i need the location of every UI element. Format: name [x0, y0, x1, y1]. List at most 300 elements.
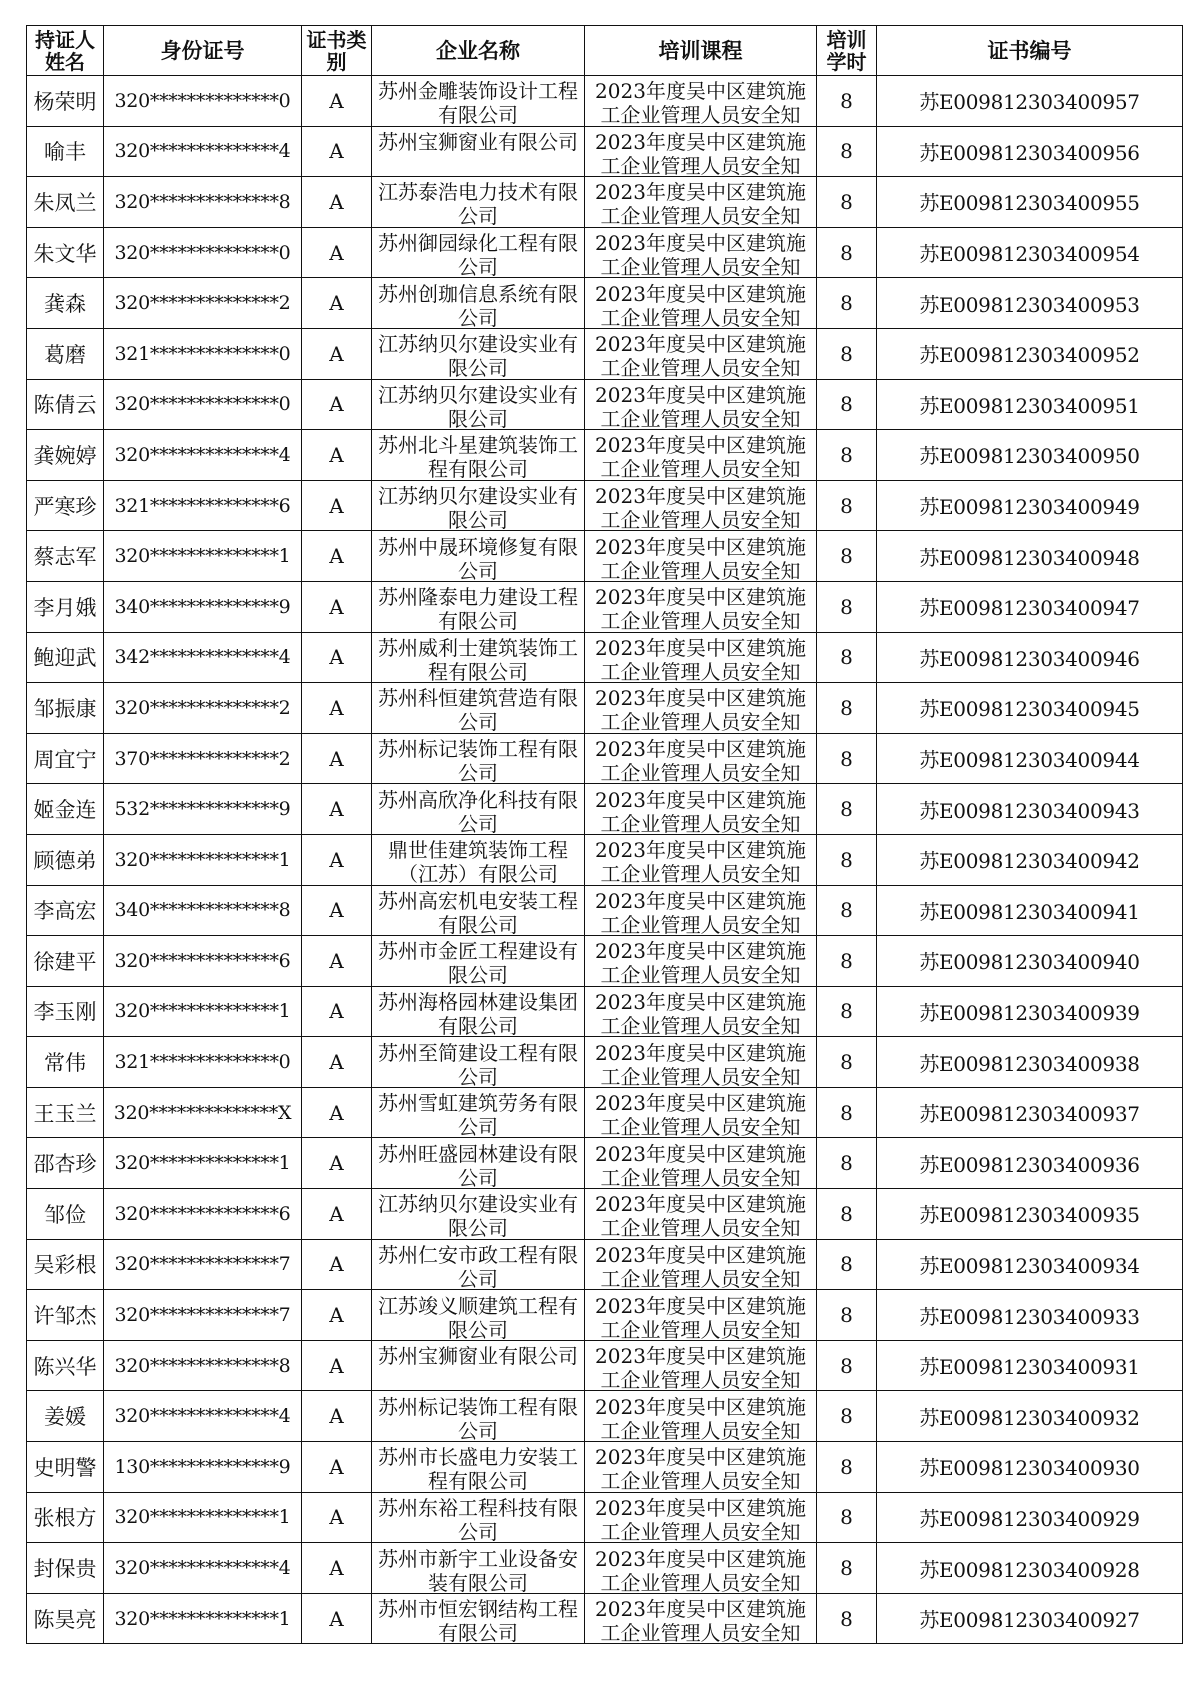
cert-type-cell: A — [302, 278, 372, 329]
company-text: 苏州至简建设工程有限公司 — [378, 1040, 578, 1086]
company-text: 苏州雪虹建筑劳务有限公司 — [378, 1091, 578, 1137]
course-cell — [585, 1239, 817, 1290]
id-number-cell: 370**************2 — [104, 733, 302, 784]
company-cell — [372, 936, 585, 987]
cert-no-cell: 苏E009812303400955 — [877, 177, 1183, 228]
course-text: 2023年度吴中区建筑施工企业管理人员安全知 — [595, 585, 806, 631]
cert-type-cell: A — [302, 1340, 372, 1391]
cert-no-cell: 苏E009812303400934 — [877, 1239, 1183, 1290]
id-number-cell: 320**************4 — [104, 126, 302, 177]
table-row — [27, 1138, 1183, 1189]
course-cell — [585, 177, 817, 228]
cert-type-cell: A — [302, 531, 372, 582]
holder-name-cell: 蔡志军 — [27, 531, 104, 582]
hours-cell: 8 — [817, 177, 877, 228]
company-cell — [372, 1189, 585, 1240]
course-cell — [585, 227, 817, 278]
cert-no-cell: 苏E009812303400928 — [877, 1543, 1183, 1594]
table-row — [27, 1442, 1183, 1493]
table-row — [27, 430, 1183, 481]
cert-type-cell: A — [302, 581, 372, 632]
table-row — [27, 126, 1183, 177]
id-number-cell: 320**************6 — [104, 936, 302, 987]
company-cell — [372, 227, 585, 278]
company-text: 苏州市新宇工业设备安装有限公司 — [378, 1546, 578, 1592]
course-cell — [585, 683, 817, 734]
id-number-cell: 320**************8 — [104, 1340, 302, 1391]
company-cell — [372, 1492, 585, 1543]
company-text: 江苏纳贝尔建设实业有限公司 — [378, 332, 578, 378]
company-cell — [372, 1442, 585, 1493]
company-text: 苏州海格园林建设集团有限公司 — [378, 989, 578, 1035]
table-row — [27, 1593, 1183, 1644]
table-row — [27, 227, 1183, 278]
course-cell — [585, 126, 817, 177]
course-cell — [585, 1087, 817, 1138]
hours-cell: 8 — [817, 1290, 877, 1341]
table-row — [27, 480, 1183, 531]
company-text: 江苏纳贝尔建设实业有限公司 — [378, 1192, 578, 1238]
course-cell — [585, 480, 817, 531]
hours-cell: 8 — [817, 581, 877, 632]
company-text: 鼎世佳建筑装饰工程（江苏）有限公司 — [388, 838, 568, 884]
id-number-cell: 320**************7 — [104, 1290, 302, 1341]
course-text: 2023年度吴中区建筑施工企业管理人员安全知 — [595, 1141, 806, 1187]
course-cell — [585, 936, 817, 987]
course-cell — [585, 1340, 817, 1391]
course-cell — [585, 379, 817, 430]
id-number-cell: 320**************2 — [104, 683, 302, 734]
company-text: 苏州北斗星建筑装饰工程有限公司 — [378, 433, 578, 479]
course-text: 2023年度吴中区建筑施工企业管理人员安全知 — [595, 888, 806, 934]
course-cell — [585, 278, 817, 329]
cert-no-cell: 苏E009812303400952 — [877, 328, 1183, 379]
course-text: 2023年度吴中区建筑施工企业管理人员安全知 — [595, 1445, 806, 1491]
holder-name-cell: 朱凤兰 — [27, 177, 104, 228]
company-text: 苏州金雕装饰设计工程有限公司 — [378, 79, 578, 125]
hours-cell: 8 — [817, 834, 877, 885]
course-cell — [585, 430, 817, 481]
id-number-cell: 320**************4 — [104, 1543, 302, 1594]
table-row — [27, 379, 1183, 430]
id-number-cell: 340**************9 — [104, 581, 302, 632]
company-cell — [372, 1239, 585, 1290]
holder-name-cell: 张根方 — [27, 1492, 104, 1543]
course-text: 2023年度吴中区建筑施工企业管理人员安全知 — [595, 737, 806, 783]
holder-name-cell: 史明警 — [27, 1442, 104, 1493]
table-row — [27, 531, 1183, 582]
holder-name-cell: 李高宏 — [27, 885, 104, 936]
header-course: 培训课程 — [585, 26, 817, 76]
hours-cell: 8 — [817, 1543, 877, 1594]
table-body — [27, 76, 1183, 1644]
company-text: 苏州市长盛电力安装工程有限公司 — [378, 1445, 578, 1491]
company-text: 苏州隆泰电力建设工程有限公司 — [378, 585, 578, 631]
header-company: 企业名称 — [372, 26, 585, 76]
cert-no-cell: 苏E009812303400936 — [877, 1138, 1183, 1189]
company-cell — [372, 531, 585, 582]
cert-type-cell: A — [302, 328, 372, 379]
header-cert-type: 证书类别 — [302, 26, 372, 76]
hours-cell: 8 — [817, 683, 877, 734]
course-text: 2023年度吴中区建筑施工企业管理人员安全知 — [595, 838, 806, 884]
cert-no-cell: 苏E009812303400933 — [877, 1290, 1183, 1341]
cert-no-cell: 苏E009812303400943 — [877, 784, 1183, 835]
course-text: 2023年度吴中区建筑施工企业管理人员安全知 — [595, 79, 806, 125]
cert-no-cell: 苏E009812303400937 — [877, 1087, 1183, 1138]
company-text: 苏州科恒建筑营造有限公司 — [378, 686, 578, 732]
company-text: 苏州威利士建筑装饰工程有限公司 — [378, 635, 578, 681]
company-text: 苏州宝狮窗业有限公司 — [378, 129, 578, 154]
header-holder-name: 持证人姓名 — [27, 26, 104, 76]
course-text: 2023年度吴中区建筑施工企业管理人员安全知 — [595, 332, 806, 378]
company-text: 苏州高宏机电安装工程有限公司 — [378, 888, 578, 934]
cert-no-cell: 苏E009812303400940 — [877, 936, 1183, 987]
course-cell — [585, 1593, 817, 1644]
course-text: 2023年度吴中区建筑施工企业管理人员安全知 — [595, 1242, 806, 1288]
cert-no-cell: 苏E009812303400957 — [877, 76, 1183, 127]
id-number-cell: 320**************1 — [104, 1138, 302, 1189]
course-cell — [585, 632, 817, 683]
hours-cell: 8 — [817, 1442, 877, 1493]
hours-cell: 8 — [817, 885, 877, 936]
company-cell — [372, 834, 585, 885]
id-number-cell: 320**************0 — [104, 76, 302, 127]
company-text: 苏州市恒宏钢结构工程有限公司 — [378, 1597, 578, 1643]
cert-no-cell: 苏E009812303400927 — [877, 1593, 1183, 1644]
hours-cell: 8 — [817, 733, 877, 784]
table-row — [27, 1543, 1183, 1594]
holder-name-cell: 龚婉婷 — [27, 430, 104, 481]
hours-cell: 8 — [817, 227, 877, 278]
holder-name-cell: 朱文华 — [27, 227, 104, 278]
cert-type-cell: A — [302, 1037, 372, 1088]
holder-name-cell: 周宜宁 — [27, 733, 104, 784]
cert-no-cell: 苏E009812303400930 — [877, 1442, 1183, 1493]
holder-name-cell: 顾德弟 — [27, 834, 104, 885]
table-row — [27, 1037, 1183, 1088]
course-text: 2023年度吴中区建筑施工企业管理人员安全知 — [595, 787, 806, 833]
id-number-cell: 320**************4 — [104, 430, 302, 481]
holder-name-cell: 严寒珍 — [27, 480, 104, 531]
company-cell — [372, 1290, 585, 1341]
course-text: 2023年度吴中区建筑施工企业管理人员安全知 — [595, 231, 806, 277]
cert-no-cell: 苏E009812303400941 — [877, 885, 1183, 936]
cert-no-cell: 苏E009812303400945 — [877, 683, 1183, 734]
cert-type-cell: A — [302, 1593, 372, 1644]
course-text: 2023年度吴中区建筑施工企业管理人员安全知 — [595, 1546, 806, 1592]
table-row — [27, 328, 1183, 379]
cert-type-cell: A — [302, 177, 372, 228]
id-number-cell: 342**************4 — [104, 632, 302, 683]
course-text: 2023年度吴中区建筑施工企业管理人员安全知 — [595, 433, 806, 479]
cert-type-cell: A — [302, 1239, 372, 1290]
company-text: 苏州标记装饰工程有限公司 — [378, 737, 578, 783]
company-cell — [372, 733, 585, 784]
hours-cell: 8 — [817, 531, 877, 582]
header-cert-no: 证书编号 — [877, 26, 1183, 76]
header-id-number: 身份证号 — [104, 26, 302, 76]
hours-cell: 8 — [817, 328, 877, 379]
course-text: 2023年度吴中区建筑施工企业管理人员安全知 — [595, 382, 806, 428]
company-text: 江苏纳贝尔建设实业有限公司 — [378, 484, 578, 530]
hours-cell: 8 — [817, 430, 877, 481]
table-row — [27, 1189, 1183, 1240]
hours-cell: 8 — [817, 1037, 877, 1088]
cert-type-cell: A — [302, 126, 372, 177]
hours-cell: 8 — [817, 76, 877, 127]
cert-no-cell: 苏E009812303400956 — [877, 126, 1183, 177]
hours-cell: 8 — [817, 1593, 877, 1644]
course-cell — [585, 531, 817, 582]
company-text: 苏州创珈信息系统有限公司 — [378, 281, 578, 327]
course-cell — [585, 1189, 817, 1240]
hours-cell: 8 — [817, 1492, 877, 1543]
company-cell — [372, 76, 585, 127]
id-number-cell: 320**************1 — [104, 531, 302, 582]
course-text: 2023年度吴中区建筑施工企业管理人员安全知 — [595, 1344, 806, 1390]
cert-type-cell: A — [302, 1442, 372, 1493]
table-row — [27, 986, 1183, 1037]
id-number-cell: 320**************1 — [104, 1492, 302, 1543]
cert-no-cell: 苏E009812303400944 — [877, 733, 1183, 784]
table-row — [27, 683, 1183, 734]
course-cell — [585, 1391, 817, 1442]
course-text: 2023年度吴中区建筑施工企业管理人员安全知 — [595, 989, 806, 1035]
holder-name-cell: 姜媛 — [27, 1391, 104, 1442]
hours-cell: 8 — [817, 986, 877, 1037]
company-text: 苏州高欣净化科技有限公司 — [378, 787, 578, 833]
holder-name-cell: 吴彩根 — [27, 1239, 104, 1290]
table-row — [27, 177, 1183, 228]
course-cell — [585, 1290, 817, 1341]
course-cell — [585, 1492, 817, 1543]
hours-cell: 8 — [817, 480, 877, 531]
header-hours: 培训学时 — [817, 26, 877, 76]
course-text: 2023年度吴中区建筑施工企业管理人员安全知 — [595, 1293, 806, 1339]
hours-cell: 8 — [817, 632, 877, 683]
company-text: 苏州标记装饰工程有限公司 — [378, 1394, 578, 1440]
hours-cell: 8 — [817, 379, 877, 430]
cert-type-cell: A — [302, 936, 372, 987]
course-cell — [585, 581, 817, 632]
holder-name-cell: 许邹杰 — [27, 1290, 104, 1341]
cert-type-cell: A — [302, 1138, 372, 1189]
cert-type-cell: A — [302, 227, 372, 278]
id-number-cell: 320**************0 — [104, 227, 302, 278]
holder-name-cell: 王玉兰 — [27, 1087, 104, 1138]
holder-name-cell: 邹振康 — [27, 683, 104, 734]
table-row — [27, 784, 1183, 835]
course-cell — [585, 328, 817, 379]
course-text: 2023年度吴中区建筑施工企业管理人员安全知 — [595, 534, 806, 580]
holder-name-cell: 常伟 — [27, 1037, 104, 1088]
cert-type-cell: A — [302, 430, 372, 481]
cert-type-cell: A — [302, 784, 372, 835]
cert-no-cell: 苏E009812303400932 — [877, 1391, 1183, 1442]
id-number-cell: 320**************6 — [104, 1189, 302, 1240]
cert-type-cell: A — [302, 1492, 372, 1543]
company-text: 苏州仁安市政工程有限公司 — [378, 1242, 578, 1288]
company-cell — [372, 278, 585, 329]
table-row — [27, 1087, 1183, 1138]
table-row — [27, 1391, 1183, 1442]
company-text: 苏州御园绿化工程有限公司 — [378, 231, 578, 277]
course-cell — [585, 834, 817, 885]
course-text: 2023年度吴中区建筑施工企业管理人员安全知 — [595, 1192, 806, 1238]
course-text: 2023年度吴中区建筑施工企业管理人员安全知 — [595, 939, 806, 985]
table-header — [27, 26, 1183, 76]
company-cell — [372, 1543, 585, 1594]
holder-name-cell: 邵杏珍 — [27, 1138, 104, 1189]
cert-type-cell: A — [302, 1087, 372, 1138]
hours-cell: 8 — [817, 1239, 877, 1290]
company-cell — [372, 632, 585, 683]
id-number-cell: 130**************9 — [104, 1442, 302, 1493]
cert-no-cell: 苏E009812303400929 — [877, 1492, 1183, 1543]
company-cell — [372, 1037, 585, 1088]
id-number-cell: 320**************0 — [104, 379, 302, 430]
course-cell — [585, 1138, 817, 1189]
company-cell — [372, 480, 585, 531]
course-text: 2023年度吴中区建筑施工企业管理人员安全知 — [595, 180, 806, 226]
course-text: 2023年度吴中区建筑施工企业管理人员安全知 — [595, 1495, 806, 1541]
table-row — [27, 1290, 1183, 1341]
table-row — [27, 733, 1183, 784]
table-row — [27, 76, 1183, 127]
company-cell — [372, 784, 585, 835]
company-text: 苏州宝狮窗业有限公司 — [378, 1344, 578, 1369]
hours-cell: 8 — [817, 1138, 877, 1189]
course-text: 2023年度吴中区建筑施工企业管理人员安全知 — [595, 129, 806, 175]
cert-type-cell: A — [302, 379, 372, 430]
holder-name-cell: 陈昊亮 — [27, 1593, 104, 1644]
hours-cell: 8 — [817, 1189, 877, 1240]
company-cell — [372, 177, 585, 228]
course-text: 2023年度吴中区建筑施工企业管理人员安全知 — [595, 1040, 806, 1086]
cert-type-cell: A — [302, 733, 372, 784]
cert-type-cell: A — [302, 76, 372, 127]
cert-type-cell: A — [302, 1189, 372, 1240]
company-cell — [372, 986, 585, 1037]
cert-no-cell: 苏E009812303400948 — [877, 531, 1183, 582]
company-cell — [372, 1087, 585, 1138]
hours-cell: 8 — [817, 936, 877, 987]
course-text: 2023年度吴中区建筑施工企业管理人员安全知 — [595, 484, 806, 530]
table-row — [27, 632, 1183, 683]
table-row — [27, 885, 1183, 936]
cert-type-cell: A — [302, 1391, 372, 1442]
holder-name-cell: 葛磨 — [27, 328, 104, 379]
holder-name-cell: 杨荣明 — [27, 76, 104, 127]
cert-type-cell: A — [302, 480, 372, 531]
company-cell — [372, 379, 585, 430]
id-number-cell: 340**************8 — [104, 885, 302, 936]
holder-name-cell: 喻丰 — [27, 126, 104, 177]
id-number-cell: 321**************6 — [104, 480, 302, 531]
course-text: 2023年度吴中区建筑施工企业管理人员安全知 — [595, 1394, 806, 1440]
table-row — [27, 581, 1183, 632]
company-cell — [372, 683, 585, 734]
hours-cell: 8 — [817, 1391, 877, 1442]
holder-name-cell: 鲍迎武 — [27, 632, 104, 683]
course-cell — [585, 986, 817, 1037]
cert-no-cell: 苏E009812303400942 — [877, 834, 1183, 885]
cert-no-cell: 苏E009812303400931 — [877, 1340, 1183, 1391]
table-row — [27, 1340, 1183, 1391]
id-number-cell: 320**************1 — [104, 1593, 302, 1644]
company-cell — [372, 1593, 585, 1644]
holder-name-cell: 姬金连 — [27, 784, 104, 835]
id-number-cell: 321**************0 — [104, 1037, 302, 1088]
course-text: 2023年度吴中区建筑施工企业管理人员安全知 — [595, 1597, 806, 1643]
company-text: 苏州市金匠工程建设有限公司 — [378, 939, 578, 985]
company-text: 江苏泰浩电力技术有限公司 — [378, 180, 578, 226]
holder-name-cell: 封保贵 — [27, 1543, 104, 1594]
cert-type-cell: A — [302, 632, 372, 683]
holder-name-cell: 李月娥 — [27, 581, 104, 632]
course-cell — [585, 885, 817, 936]
id-number-cell: 532**************9 — [104, 784, 302, 835]
table-row — [27, 278, 1183, 329]
cert-type-cell: A — [302, 834, 372, 885]
company-cell — [372, 430, 585, 481]
course-cell — [585, 784, 817, 835]
course-cell — [585, 733, 817, 784]
hours-cell: 8 — [817, 126, 877, 177]
cert-type-cell: A — [302, 986, 372, 1037]
company-cell — [372, 1340, 585, 1391]
company-cell — [372, 1138, 585, 1189]
id-number-cell: 321**************0 — [104, 328, 302, 379]
header-row — [27, 26, 1183, 76]
company-text: 苏州中晟环境修复有限公司 — [378, 534, 578, 580]
certificate-table — [26, 25, 1183, 1644]
cert-type-cell: A — [302, 683, 372, 734]
cert-type-cell: A — [302, 1290, 372, 1341]
table-row — [27, 1492, 1183, 1543]
cert-no-cell: 苏E009812303400953 — [877, 278, 1183, 329]
id-number-cell: 320**************7 — [104, 1239, 302, 1290]
hours-cell: 8 — [817, 784, 877, 835]
cert-no-cell: 苏E009812303400954 — [877, 227, 1183, 278]
cert-no-cell: 苏E009812303400935 — [877, 1189, 1183, 1240]
cert-no-cell: 苏E009812303400939 — [877, 986, 1183, 1037]
cert-no-cell: 苏E009812303400938 — [877, 1037, 1183, 1088]
holder-name-cell: 李玉刚 — [27, 986, 104, 1037]
holder-name-cell: 陈倩云 — [27, 379, 104, 430]
id-number-cell: 320**************2 — [104, 278, 302, 329]
holder-name-cell: 陈兴华 — [27, 1340, 104, 1391]
company-cell — [372, 1391, 585, 1442]
course-cell — [585, 76, 817, 127]
cert-type-cell: A — [302, 885, 372, 936]
cert-no-cell: 苏E009812303400950 — [877, 430, 1183, 481]
company-cell — [372, 328, 585, 379]
table-row — [27, 834, 1183, 885]
id-number-cell: 320**************X — [104, 1087, 302, 1138]
cert-no-cell: 苏E009812303400947 — [877, 581, 1183, 632]
id-number-cell: 320**************1 — [104, 834, 302, 885]
cert-type-cell: A — [302, 1543, 372, 1594]
cert-no-cell: 苏E009812303400949 — [877, 480, 1183, 531]
hours-cell: 8 — [817, 1087, 877, 1138]
company-text: 苏州旺盛园林建设有限公司 — [378, 1141, 578, 1187]
holder-name-cell: 徐建平 — [27, 936, 104, 987]
id-number-cell: 320**************1 — [104, 986, 302, 1037]
holder-name-cell: 龚森 — [27, 278, 104, 329]
company-text: 苏州东裕工程科技有限公司 — [378, 1495, 578, 1541]
